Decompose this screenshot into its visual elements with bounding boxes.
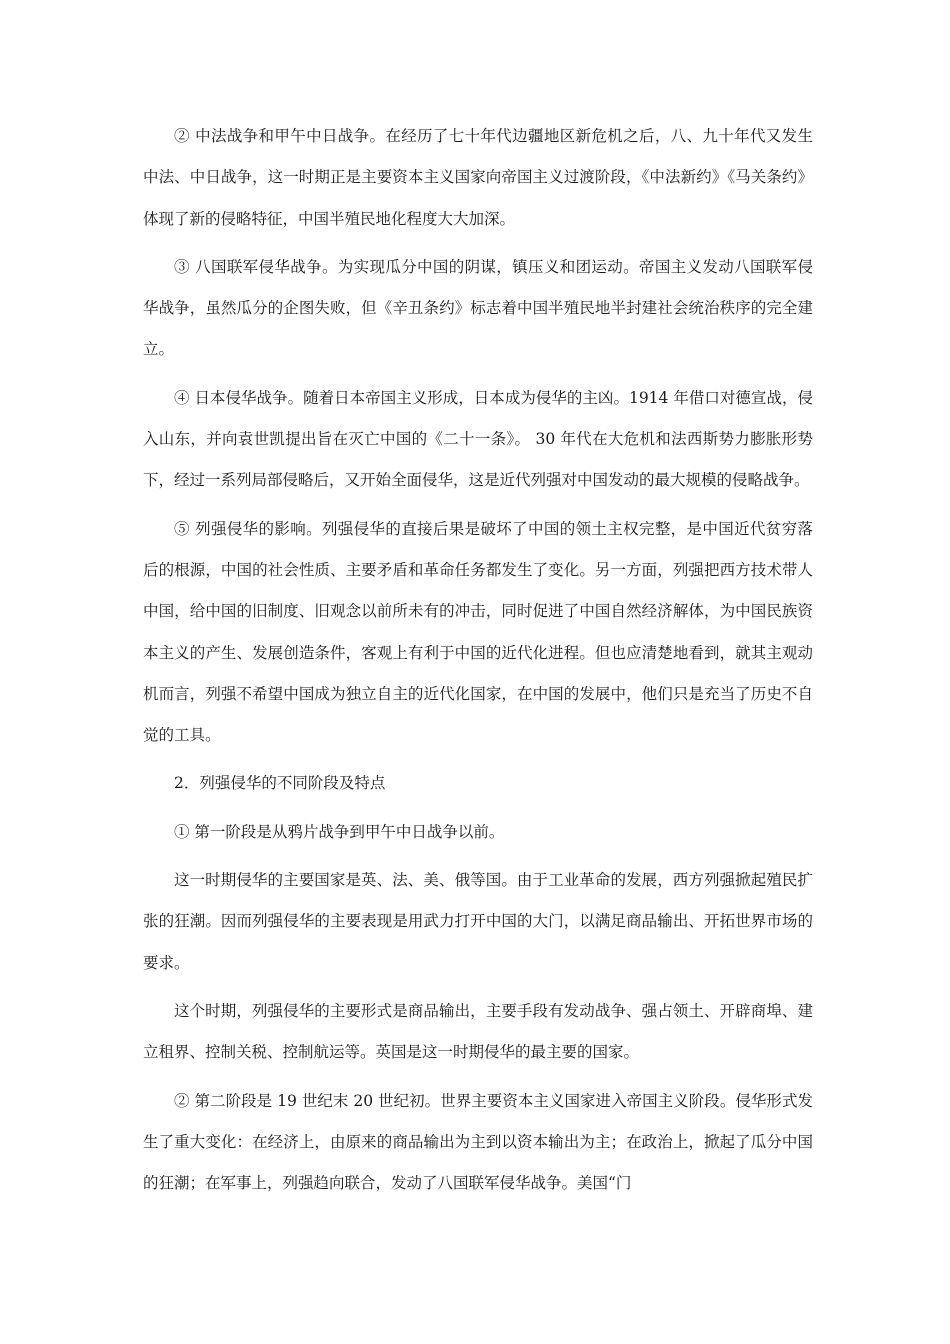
document-body — [143, 116, 813, 1204]
paragraph-sino-french-sino-japanese-war: ② 中法战争和甲午中日战争。在经历了七十年代边疆地区新危机之后，八、九十年代又发生中法、中日战争，这一时期正是主要资本主义国家向帝国主义过渡阶段，《中法新约》《马关条约》体现了新的侵略特征，中国半殖民地化程度大大加深。 — [143, 127, 813, 228]
paragraph-first-stage-forms: 这个时期，列强侵华的主要形式是商品输出，主要手段有发动战争、强占领土、开辟商埠、建立租界、控制关税、控制航运等。英国是这一时期侵华的最主要的国家。 — [143, 1001, 813, 1062]
paragraph-impact-of-invasion: ⑤ 列强侵华的影响。列强侵华的直接后果是破坏了中国的领土主权完整，是中国近代贫穷落后的根源，中国的社会性质、主要矛盾和革命任务都发生了变化。另一方面，列强把西方技术带人中国，给中国的旧制度、旧观念以前所未有的冲击，同时促进了中国自然经济解体，为中国民族资本主义的产生、发展创造条件，客观上有利于中国的近代化进程。但也应清楚地看到，就其主观动机而言，列强不希望中国成为独立自主的近代化国家，在中国的发展中，他们只是充当了历史不自觉的工具。 — [143, 519, 813, 745]
section-heading-stages: 2．列强侵华的不同阶段及特点 — [174, 774, 386, 793]
paragraph-first-stage-heading: ① 第一阶段是从鸦片战争到甲午中日战争以前。 — [174, 822, 505, 841]
paragraph-second-stage: ② 第二阶段是 19 世纪末 20 世纪初。世界主要资本主义国家进入帝国主义阶段。侵华形式发生了重大变化：在经济上，由原来的商品输出为主到以资本输出为主；在政治上，掀起了瓜分中国的狂潮；在军事上，列强趋向联合，发动了八国联军侵华战争。美国“门 — [143, 1091, 813, 1193]
paragraph-japanese-invasion: ④ 日本侵华战争。随着日本帝国主义形成，日本成为侵华的主凶。1914 年借口对德宣战，侵入山东，并向袁世凯提出旨在灭亡中国的《二十一条》。 30 年代在大危机和法西斯势力膨胀形势下，经过一系列局部侵略后，又开始全面侵华，这是近代列强对中国发动的最大规模的侵略战争。 — [143, 388, 813, 490]
paragraph-eight-nation-alliance: ③ 八国联军侵华战争。为实现瓜分中国的阴谋，镇压义和团运动。帝国主义发动八国联军侵华战争，虽然瓜分的企图失败，但《辛丑条约》标志着中国半殖民地半封建社会统治秩序的完全建立。 — [143, 257, 813, 359]
paragraph-first-stage-countries: 这一时期侵华的主要国家是英、法、美、俄等国。由于工业革命的发展，西方列强掀起殖民扩张的狂潮。因而列强侵华的主要表现是用武力打开中国的大门，以满足商品输出、开拓世界市场的要求。 — [143, 871, 813, 972]
